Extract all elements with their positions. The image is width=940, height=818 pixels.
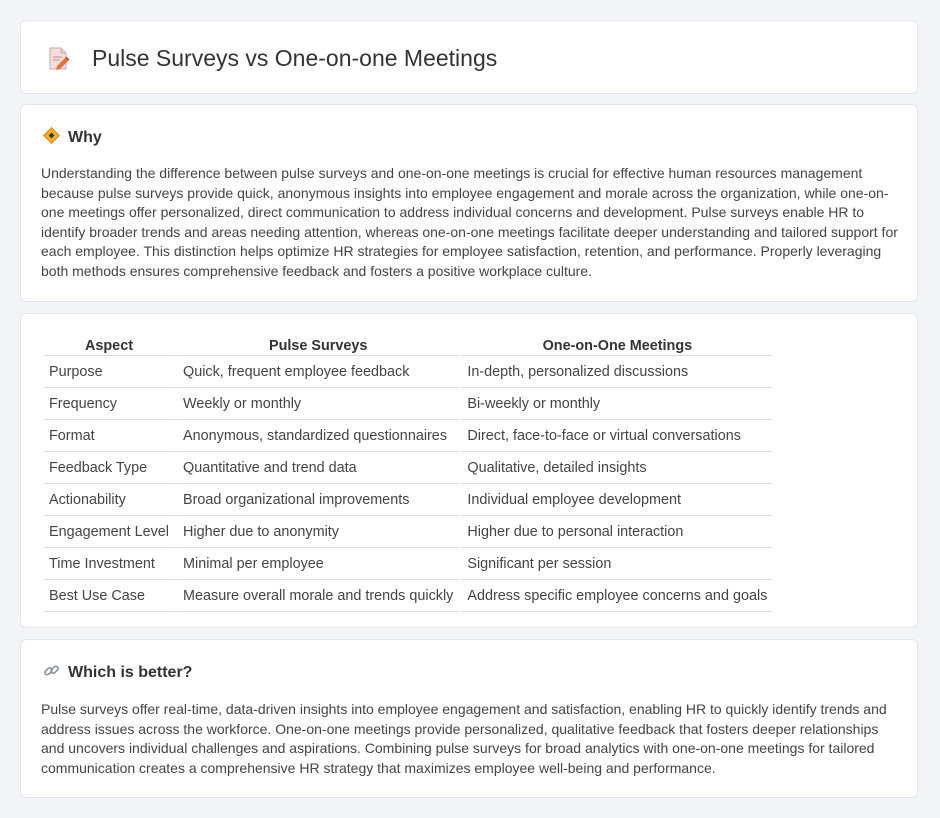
pulse-cell: Weekly or monthly [177, 390, 459, 420]
table-header-row [43, 336, 773, 356]
pulse-cell: Quick, frequent employee feedback [177, 358, 459, 388]
aspect-cell: Purpose [43, 358, 175, 388]
comparison-table [41, 334, 775, 614]
aspect-cell: Format [43, 422, 175, 452]
document-pencil-icon [47, 46, 71, 77]
pulse-cell: Measure overall morale and trends quickly [177, 582, 459, 612]
pulse-cell: Quantitative and trend data [177, 454, 459, 484]
pulse-cell: Minimal per employee [177, 550, 459, 580]
one-on-one-cell: Individual employee development [461, 486, 773, 516]
table-row [43, 550, 773, 580]
one-on-one-cell: Direct, face-to-face or virtual conversations [461, 422, 773, 452]
comparison-table-card [20, 313, 918, 628]
one-on-one-cell: Qualitative, detailed insights [461, 454, 773, 484]
aspect-cell: Frequency [43, 390, 175, 420]
one-on-one-cell: Bi-weekly or monthly [461, 390, 773, 420]
which-is-better-section [20, 639, 918, 798]
table-row [43, 454, 773, 484]
header-one-on-one: One-on-One Meetings [461, 336, 773, 356]
header-aspect: Aspect [43, 336, 175, 356]
table-row [43, 518, 773, 548]
pulse-cell: Higher due to anonymity [177, 518, 459, 548]
link-icon [43, 662, 68, 684]
table-row [43, 358, 773, 388]
why-body: Understanding the difference between pulse surveys and one-on-one meetings is crucial for effective human resources management because pulse surveys provide quick, anonymous insights into employee engagement and morale across the organization, while one-on-one meetings offer personalized, direct communication to address individual concerns and development. Pulse surveys enable HR to identify broader trends and areas needing attention, whereas one-on-one meetings facilitate deeper understanding and tailored support for each employee. This distinction helps optimize HR strategies for employee satisfaction, retention, and performance. Properly leveraging both methods ensures comprehensive feedback and fosters a positive workplace culture. [41, 165, 898, 279]
aspect-cell: Time Investment [43, 550, 175, 580]
pulse-cell: Anonymous, standardized questionnaires [177, 422, 459, 452]
why-section [20, 104, 918, 302]
why-title: Why [68, 129, 102, 146]
table-row [43, 390, 773, 420]
table-row [43, 422, 773, 452]
table-row [43, 582, 773, 612]
one-on-one-cell: Address specific employee concerns and goals [461, 582, 773, 612]
aspect-cell: Best Use Case [43, 582, 175, 612]
page-title: Pulse Surveys vs One-on-one Meetings [92, 45, 498, 71]
better-title: Which is better? [68, 664, 193, 681]
aspect-cell: Feedback Type [43, 454, 175, 484]
one-on-one-cell: In-depth, personalized discussions [461, 358, 773, 388]
diamond-sign-icon [43, 127, 68, 149]
header-pulse-surveys: Pulse Surveys [177, 336, 459, 356]
aspect-cell: Actionability [43, 486, 175, 516]
one-on-one-cell: Significant per session [461, 550, 773, 580]
table-row [43, 486, 773, 516]
pulse-cell: Broad organizational improvements [177, 486, 459, 516]
better-body: Pulse surveys offer real-time, data-driven insights into employee engagement and satisfaction, enabling HR to quickly identify trends and address issues across the workforce. One-on-one meetings provide personalized, qualitative feedback that fosters deeper relationships and uncovers individual challenges and aspirations. Combining pulse surveys for broad analytics with one-on-one meetings for tailored communication creates a comprehensive HR strategy that maximizes employee well-being and performance. [41, 701, 887, 776]
one-on-one-cell: Higher due to personal interaction [461, 518, 773, 548]
why-heading [43, 127, 102, 149]
better-heading [43, 662, 192, 684]
header-card [20, 20, 918, 94]
aspect-cell: Engagement Level [43, 518, 175, 548]
